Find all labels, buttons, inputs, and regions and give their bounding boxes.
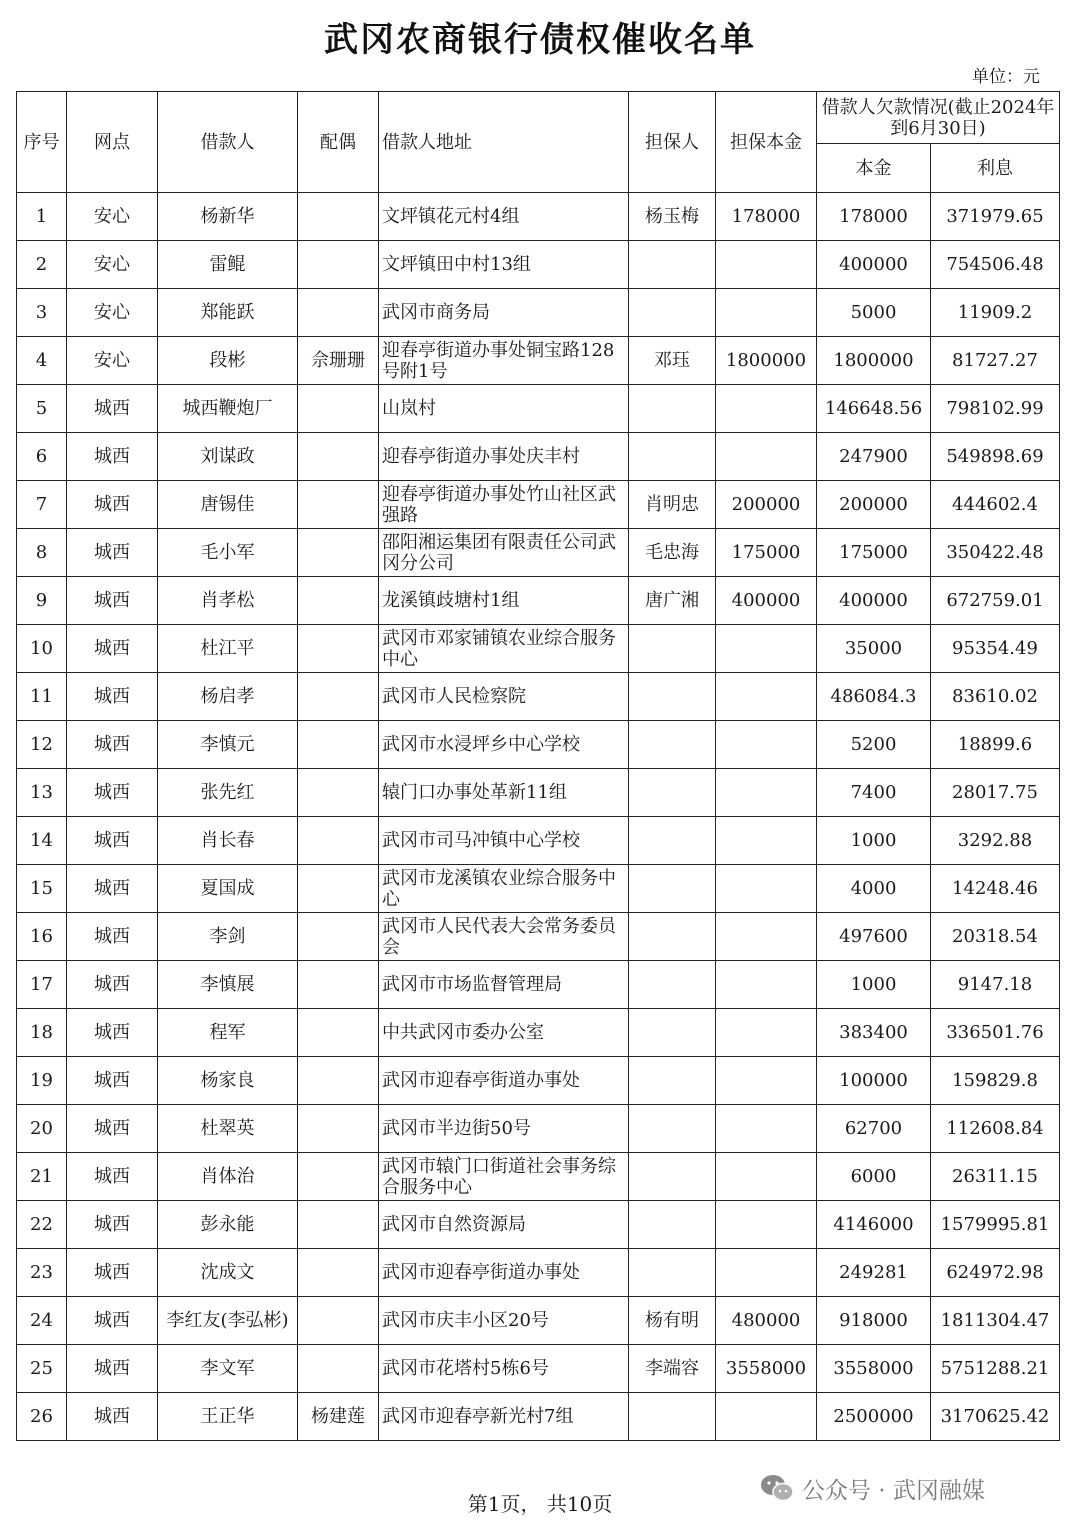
cell-guarantor	[629, 1153, 716, 1201]
cell-guarantee-principal	[716, 289, 817, 337]
cell-interest: 3292.88	[931, 817, 1060, 865]
cell-guarantee-principal	[716, 625, 817, 673]
cell-guarantee-principal	[716, 913, 817, 961]
cell-principal: 200000	[817, 481, 931, 529]
cell-address: 迎春亭街道办事处铜宝路128号附1号	[379, 337, 629, 385]
cell-principal: 2500000	[817, 1393, 931, 1441]
cell-principal: 497600	[817, 913, 931, 961]
cell-address: 辕门口办事处革新11组	[379, 769, 629, 817]
cell-index: 24	[17, 1297, 67, 1345]
cell-principal: 400000	[817, 241, 931, 289]
cell-principal: 247900	[817, 433, 931, 481]
cell-interest: 1811304.47	[931, 1297, 1060, 1345]
cell-guarantor	[629, 1201, 716, 1249]
table-row	[17, 433, 1060, 481]
cell-interest: 26311.15	[931, 1153, 1060, 1201]
cell-branch: 城西	[67, 1393, 158, 1441]
cell-branch: 安心	[67, 241, 158, 289]
cell-guarantee-principal	[716, 385, 817, 433]
cell-branch: 城西	[67, 817, 158, 865]
cell-borrower: 肖长春	[158, 817, 298, 865]
cell-branch: 城西	[67, 481, 158, 529]
cell-branch: 城西	[67, 433, 158, 481]
cell-index: 13	[17, 769, 67, 817]
cell-guarantor	[629, 1057, 716, 1105]
wechat-icon	[760, 1473, 794, 1503]
table-row	[17, 865, 1060, 913]
cell-index: 9	[17, 577, 67, 625]
cell-borrower: 郑能跃	[158, 289, 298, 337]
table-row	[17, 481, 1060, 529]
cell-interest: 11909.2	[931, 289, 1060, 337]
cell-borrower: 段彬	[158, 337, 298, 385]
cell-branch: 城西	[67, 1153, 158, 1201]
cell-borrower: 杨新华	[158, 193, 298, 241]
cell-guarantor	[629, 385, 716, 433]
cell-interest: 28017.75	[931, 769, 1060, 817]
table-row	[17, 1393, 1060, 1441]
cell-interest: 5751288.21	[931, 1345, 1060, 1393]
cell-interest: 81727.27	[931, 337, 1060, 385]
cell-principal: 400000	[817, 577, 931, 625]
cell-interest: 18899.6	[931, 721, 1060, 769]
cell-branch: 城西	[67, 1057, 158, 1105]
cell-address: 武冈市邓家铺镇农业综合服务中心	[379, 625, 629, 673]
header-branch: 网点	[67, 92, 158, 193]
table-row	[17, 337, 1060, 385]
cell-branch: 城西	[67, 1345, 158, 1393]
cell-branch: 城西	[67, 1009, 158, 1057]
cell-guarantor	[629, 721, 716, 769]
cell-guarantee-principal	[716, 721, 817, 769]
cell-interest: 672759.01	[931, 577, 1060, 625]
cell-address: 武冈市水浸坪乡中心学校	[379, 721, 629, 769]
cell-guarantor	[629, 865, 716, 913]
cell-branch: 城西	[67, 913, 158, 961]
cell-borrower: 李慎元	[158, 721, 298, 769]
header-interest: 利息	[931, 144, 1060, 193]
cell-principal: 178000	[817, 193, 931, 241]
table-row	[17, 913, 1060, 961]
cell-address: 邵阳湘运集团有限责任公司武冈分公司	[379, 529, 629, 577]
cell-address: 武冈市自然资源局	[379, 1201, 629, 1249]
cell-index: 18	[17, 1009, 67, 1057]
cell-interest: 444602.4	[931, 481, 1060, 529]
cell-spouse	[298, 769, 379, 817]
header-spouse: 配偶	[298, 92, 379, 193]
cell-index: 10	[17, 625, 67, 673]
table-row	[17, 1249, 1060, 1297]
cell-spouse	[298, 1345, 379, 1393]
table-row	[17, 769, 1060, 817]
cell-guarantor	[629, 1009, 716, 1057]
cell-address: 武冈市商务局	[379, 289, 629, 337]
cell-branch: 城西	[67, 1105, 158, 1153]
cell-spouse	[298, 289, 379, 337]
cell-address: 文坪镇田中村13组	[379, 241, 629, 289]
cell-spouse	[298, 1057, 379, 1105]
cell-guarantee-principal: 3558000	[716, 1345, 817, 1393]
cell-spouse	[298, 961, 379, 1009]
cell-borrower: 毛小军	[158, 529, 298, 577]
cell-guarantor	[629, 961, 716, 1009]
cell-borrower: 李剑	[158, 913, 298, 961]
cell-guarantee-principal: 200000	[716, 481, 817, 529]
cell-borrower: 王正华	[158, 1393, 298, 1441]
cell-index: 25	[17, 1345, 67, 1393]
cell-spouse	[298, 481, 379, 529]
cell-guarantee-principal	[716, 433, 817, 481]
cell-spouse	[298, 1249, 379, 1297]
cell-interest: 83610.02	[931, 673, 1060, 721]
cell-interest: 371979.65	[931, 193, 1060, 241]
table-row	[17, 385, 1060, 433]
cell-guarantee-principal	[716, 961, 817, 1009]
table-row	[17, 1153, 1060, 1201]
cell-address: 武冈市迎春亭街道办事处	[379, 1057, 629, 1105]
cell-spouse	[298, 433, 379, 481]
header-guarantee-principal: 担保本金	[716, 92, 817, 193]
cell-guarantor: 唐广湘	[629, 577, 716, 625]
cell-branch: 城西	[67, 529, 158, 577]
cell-interest: 159829.8	[931, 1057, 1060, 1105]
cell-guarantee-principal	[716, 817, 817, 865]
cell-index: 21	[17, 1153, 67, 1201]
cell-guarantee-principal: 1800000	[716, 337, 817, 385]
cell-index: 17	[17, 961, 67, 1009]
cell-guarantor	[629, 241, 716, 289]
cell-principal: 7400	[817, 769, 931, 817]
cell-guarantee-principal	[716, 1249, 817, 1297]
table-row	[17, 241, 1060, 289]
cell-principal: 918000	[817, 1297, 931, 1345]
cell-address: 龙溪镇歧塘村1组	[379, 577, 629, 625]
cell-address: 武冈市花塔村5栋6号	[379, 1345, 629, 1393]
table-row	[17, 673, 1060, 721]
cell-principal: 5000	[817, 289, 931, 337]
cell-guarantor	[629, 1249, 716, 1297]
table-row	[17, 577, 1060, 625]
cell-address: 武冈市市场监督管理局	[379, 961, 629, 1009]
cell-guarantee-principal: 175000	[716, 529, 817, 577]
cell-spouse	[298, 1201, 379, 1249]
cell-index: 20	[17, 1105, 67, 1153]
cell-guarantor	[629, 1105, 716, 1153]
cell-branch: 安心	[67, 289, 158, 337]
cell-borrower: 杜江平	[158, 625, 298, 673]
cell-guarantor	[629, 1393, 716, 1441]
cell-branch: 城西	[67, 673, 158, 721]
cell-borrower: 彭永能	[158, 1201, 298, 1249]
header-address: 借款人地址	[379, 92, 629, 193]
cell-index: 26	[17, 1393, 67, 1441]
cell-address: 中共武冈市委办公室	[379, 1009, 629, 1057]
cell-spouse	[298, 577, 379, 625]
cell-spouse	[298, 529, 379, 577]
table-body	[17, 193, 1060, 1441]
cell-spouse	[298, 1105, 379, 1153]
cell-spouse	[298, 385, 379, 433]
table-row	[17, 1345, 1060, 1393]
cell-borrower: 李红友(李弘彬)	[158, 1297, 298, 1345]
cell-address: 武冈市辕门口街道社会事务综合服务中心	[379, 1153, 629, 1201]
cell-branch: 城西	[67, 385, 158, 433]
page-footer: 第1页， 共10页	[467, 1492, 613, 1516]
cell-principal: 175000	[817, 529, 931, 577]
cell-address: 武冈市迎春亭街道办事处	[379, 1249, 629, 1297]
cell-interest: 798102.99	[931, 385, 1060, 433]
cell-index: 23	[17, 1249, 67, 1297]
cell-branch: 城西	[67, 625, 158, 673]
cell-address: 武冈市庆丰小区20号	[379, 1297, 629, 1345]
cell-guarantee-principal	[716, 1393, 817, 1441]
cell-guarantor: 李端容	[629, 1345, 716, 1393]
cell-borrower: 刘谋政	[158, 433, 298, 481]
cell-spouse: 杨建莲	[298, 1393, 379, 1441]
cell-guarantor: 邓珏	[629, 337, 716, 385]
cell-spouse	[298, 241, 379, 289]
cell-branch: 安心	[67, 337, 158, 385]
header-index: 序号	[17, 92, 67, 193]
cell-guarantee-principal	[716, 769, 817, 817]
cell-principal: 383400	[817, 1009, 931, 1057]
cell-principal: 100000	[817, 1057, 931, 1105]
header-borrower: 借款人	[158, 92, 298, 193]
table-row	[17, 721, 1060, 769]
cell-branch: 城西	[67, 865, 158, 913]
cell-guarantor	[629, 769, 716, 817]
table-row	[17, 529, 1060, 577]
cell-guarantor	[629, 913, 716, 961]
cell-principal: 1800000	[817, 337, 931, 385]
cell-principal: 5200	[817, 721, 931, 769]
cell-address: 武冈市司马冲镇中心学校	[379, 817, 629, 865]
cell-borrower: 雷鲲	[158, 241, 298, 289]
cell-interest: 3170625.42	[931, 1393, 1060, 1441]
cell-borrower: 唐锡佳	[158, 481, 298, 529]
cell-interest: 624972.98	[931, 1249, 1060, 1297]
cell-principal: 1000	[817, 961, 931, 1009]
table-row	[17, 817, 1060, 865]
cell-branch: 城西	[67, 577, 158, 625]
cell-guarantee-principal	[716, 673, 817, 721]
table-row	[17, 961, 1060, 1009]
cell-index: 22	[17, 1201, 67, 1249]
cell-guarantee-principal	[716, 1105, 817, 1153]
cell-spouse	[298, 865, 379, 913]
cell-spouse	[298, 721, 379, 769]
cell-address: 武冈市人民代表大会常务委员会	[379, 913, 629, 961]
cell-index: 7	[17, 481, 67, 529]
cell-address: 武冈市半边街50号	[379, 1105, 629, 1153]
cell-guarantee-principal	[716, 1009, 817, 1057]
cell-index: 19	[17, 1057, 67, 1105]
table-row	[17, 1105, 1060, 1153]
cell-interest: 9147.18	[931, 961, 1060, 1009]
cell-address: 迎春亭街道办事处竹山社区武强路	[379, 481, 629, 529]
cell-address: 武冈市迎春亭新光村7组	[379, 1393, 629, 1441]
cell-borrower: 程军	[158, 1009, 298, 1057]
cell-index: 6	[17, 433, 67, 481]
header-guarantor: 担保人	[629, 92, 716, 193]
cell-guarantee-principal: 480000	[716, 1297, 817, 1345]
cell-principal: 1000	[817, 817, 931, 865]
cell-address: 文坪镇花元村4组	[379, 193, 629, 241]
cell-spouse	[298, 817, 379, 865]
cell-branch: 城西	[67, 769, 158, 817]
cell-guarantor	[629, 673, 716, 721]
table-row	[17, 1057, 1060, 1105]
table-header	[17, 92, 1060, 193]
cell-guarantee-principal	[716, 1201, 817, 1249]
cell-address: 武冈市龙溪镇农业综合服务中心	[379, 865, 629, 913]
cell-borrower: 杨启孝	[158, 673, 298, 721]
cell-index: 12	[17, 721, 67, 769]
cell-guarantor: 毛忠海	[629, 529, 716, 577]
cell-branch: 安心	[67, 193, 158, 241]
cell-index: 5	[17, 385, 67, 433]
cell-spouse	[298, 1153, 379, 1201]
cell-principal: 146648.56	[817, 385, 931, 433]
cell-branch: 城西	[67, 1297, 158, 1345]
cell-index: 11	[17, 673, 67, 721]
watermark	[760, 1470, 985, 1506]
cell-branch: 城西	[67, 721, 158, 769]
cell-guarantee-principal	[716, 1153, 817, 1201]
cell-interest: 549898.69	[931, 433, 1060, 481]
cell-interest: 336501.76	[931, 1009, 1060, 1057]
cell-principal: 4000	[817, 865, 931, 913]
cell-index: 2	[17, 241, 67, 289]
cell-guarantee-principal: 400000	[716, 577, 817, 625]
cell-borrower: 肖孝松	[158, 577, 298, 625]
cell-borrower: 夏国成	[158, 865, 298, 913]
cell-index: 15	[17, 865, 67, 913]
cell-spouse	[298, 625, 379, 673]
cell-guarantor	[629, 433, 716, 481]
cell-interest: 20318.54	[931, 913, 1060, 961]
cell-guarantor: 肖明忠	[629, 481, 716, 529]
cell-spouse	[298, 193, 379, 241]
cell-index: 16	[17, 913, 67, 961]
cell-principal: 6000	[817, 1153, 931, 1201]
cell-spouse	[298, 1297, 379, 1345]
table-row	[17, 1201, 1060, 1249]
cell-spouse	[298, 1009, 379, 1057]
cell-interest: 112608.84	[931, 1105, 1060, 1153]
unit-label: 单位：元	[972, 67, 1040, 87]
cell-guarantee-principal	[716, 241, 817, 289]
cell-branch: 城西	[67, 1249, 158, 1297]
cell-principal: 62700	[817, 1105, 931, 1153]
cell-principal: 4146000	[817, 1201, 931, 1249]
cell-interest: 754506.48	[931, 241, 1060, 289]
table-row	[17, 625, 1060, 673]
table-row	[17, 1009, 1060, 1057]
cell-index: 1	[17, 193, 67, 241]
table-row	[17, 1297, 1060, 1345]
cell-borrower: 肖体治	[158, 1153, 298, 1201]
cell-borrower: 杜翠英	[158, 1105, 298, 1153]
cell-borrower: 李文军	[158, 1345, 298, 1393]
cell-guarantor: 杨有明	[629, 1297, 716, 1345]
debt-table	[16, 91, 1060, 1441]
cell-guarantor	[629, 289, 716, 337]
cell-guarantee-principal	[716, 865, 817, 913]
cell-branch: 城西	[67, 1201, 158, 1249]
cell-borrower: 沈成文	[158, 1249, 298, 1297]
cell-principal: 3558000	[817, 1345, 931, 1393]
document-title: 武冈农商银行债权催收名单	[324, 20, 756, 60]
cell-guarantor: 杨玉梅	[629, 193, 716, 241]
cell-interest: 14248.46	[931, 865, 1060, 913]
cell-index: 4	[17, 337, 67, 385]
table-row	[17, 289, 1060, 337]
cell-interest: 95354.49	[931, 625, 1060, 673]
cell-interest: 1579995.81	[931, 1201, 1060, 1249]
cell-principal: 249281	[817, 1249, 931, 1297]
cell-borrower: 杨家良	[158, 1057, 298, 1105]
cell-guarantor	[629, 625, 716, 673]
table-row	[17, 193, 1060, 241]
cell-principal: 35000	[817, 625, 931, 673]
watermark-text: 公众号 · 武冈融媒	[802, 1477, 985, 1504]
cell-guarantee-principal	[716, 1057, 817, 1105]
cell-index: 8	[17, 529, 67, 577]
cell-spouse	[298, 673, 379, 721]
cell-spouse: 佘珊珊	[298, 337, 379, 385]
cell-borrower: 张先红	[158, 769, 298, 817]
cell-branch: 城西	[67, 961, 158, 1009]
cell-guarantee-principal: 178000	[716, 193, 817, 241]
cell-index: 14	[17, 817, 67, 865]
cell-address: 武冈市人民检察院	[379, 673, 629, 721]
cell-principal: 486084.3	[817, 673, 931, 721]
header-principal: 本金	[817, 144, 931, 193]
cell-address: 迎春亭街道办事处庆丰村	[379, 433, 629, 481]
cell-index: 3	[17, 289, 67, 337]
header-debt-group: 借款人欠款情况(截止2024年到6月30日)	[817, 92, 1060, 144]
cell-guarantor	[629, 817, 716, 865]
cell-address: 山岚村	[379, 385, 629, 433]
cell-borrower: 城西鞭炮厂	[158, 385, 298, 433]
cell-interest: 350422.48	[931, 529, 1060, 577]
cell-borrower: 李慎展	[158, 961, 298, 1009]
cell-spouse	[298, 913, 379, 961]
